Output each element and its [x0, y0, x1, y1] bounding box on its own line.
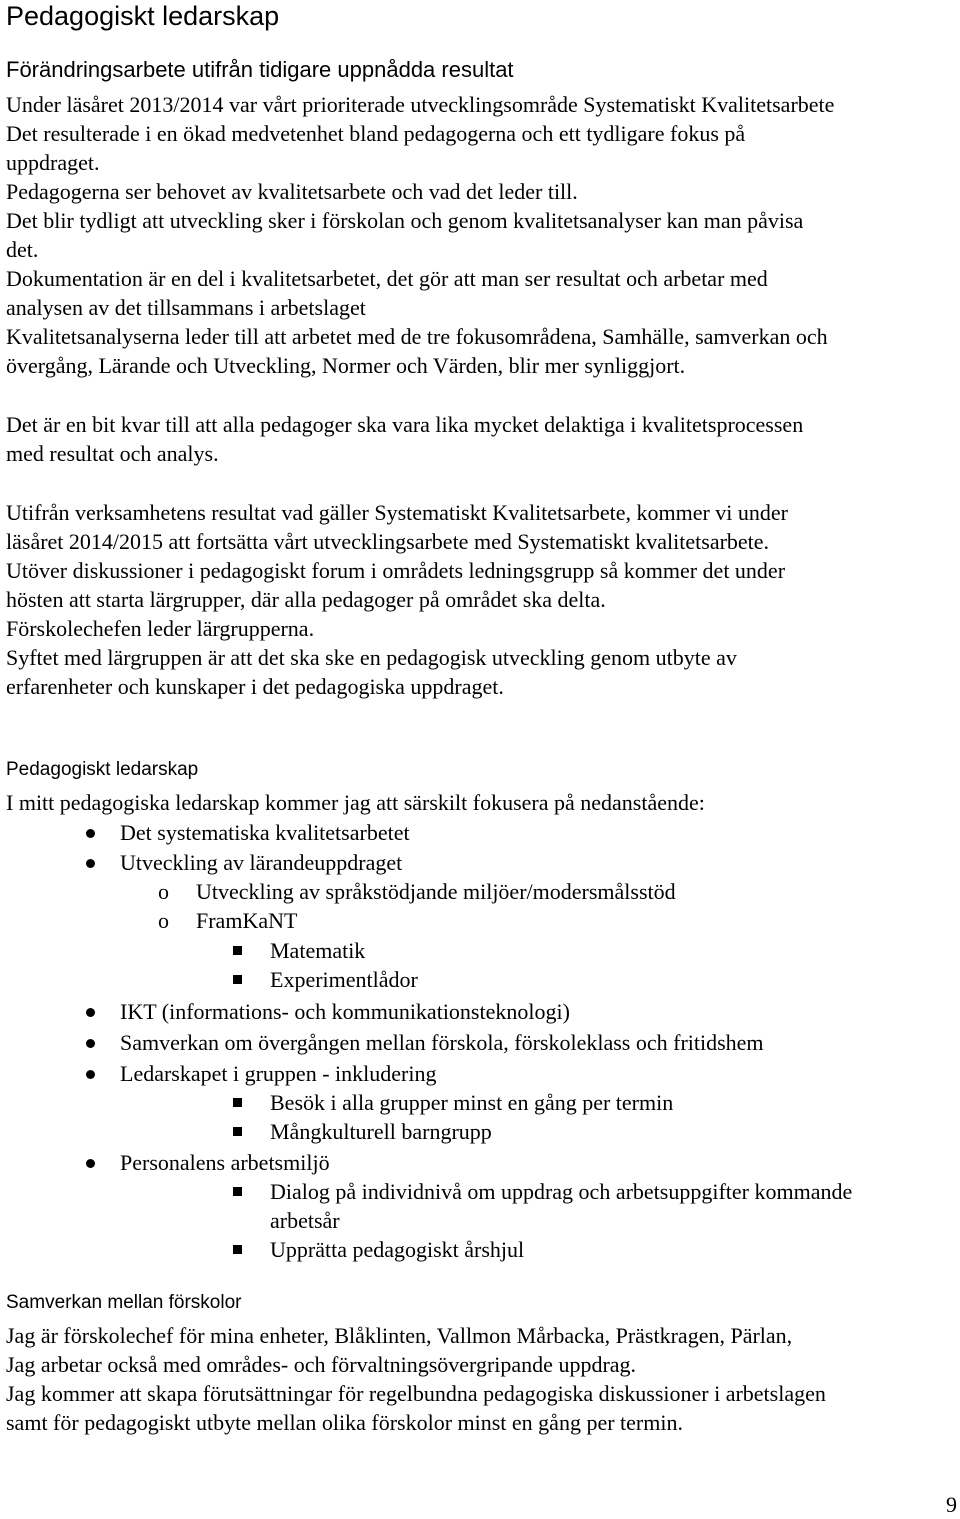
- list-item-continuation: arbetsår: [270, 1208, 340, 1233]
- list-item: Samverkan om övergången mellan förskola, förskoleklass och fritidshem: [120, 1030, 764, 1055]
- bullet-disc-icon: [86, 1070, 95, 1079]
- paragraph-line: erfarenheter och kunskaper i det pedagogiska uppdraget.: [6, 674, 504, 699]
- bullet-square-icon: [233, 1245, 242, 1254]
- paragraph-line: Utifrån verksamhetens resultat vad gäller Systematiskt Kvalitetsarbete, kommer vi under: [6, 500, 788, 525]
- list-item: Personalens arbetsmiljö: [120, 1150, 330, 1175]
- list-item: Det systematiska kvalitetsarbetet: [120, 820, 410, 845]
- section-heading-samverkan: Samverkan mellan förskolor: [6, 1292, 242, 1313]
- paragraph-line: övergång, Lärande och Utveckling, Normer och Värden, blir mer synliggjort.: [6, 353, 686, 378]
- bullet-disc-icon: [86, 1159, 95, 1168]
- bullet-circle-marker: o: [158, 879, 169, 904]
- list-item: Utveckling av lärandeuppdraget: [120, 850, 403, 875]
- paragraph-line: Jag är förskolechef för mina enheter, Blåklinten, Vallmon Mårbacka, Prästkragen, Pärlan,: [6, 1323, 793, 1348]
- bullet-square-icon: [233, 946, 242, 955]
- paragraph-line: Det resulterade i en ökad medvetenhet bland pedagogerna och ett tydligare fokus på: [6, 121, 746, 146]
- page-number: 9: [946, 1492, 957, 1517]
- paragraph-line: med resultat och analys.: [6, 441, 219, 466]
- bullet-square-icon: [233, 1098, 242, 1107]
- bullet-square-icon: [233, 1187, 242, 1196]
- paragraph-line: Utöver diskussioner i pedagogiskt forum i områdets ledningsgrupp så kommer det under: [6, 558, 786, 583]
- paragraph-line: Det är en bit kvar till att alla pedagoger ska vara lika mycket delaktiga i kvalitetsprocessen: [6, 412, 804, 437]
- list-item: Ledarskapet i gruppen - inkludering: [120, 1061, 437, 1086]
- list-item: Upprätta pedagogiskt årshjul: [270, 1237, 525, 1262]
- paragraph-line: Jag arbetar också med områdes- och förvaltningsövergripande uppdrag.: [6, 1352, 637, 1377]
- paragraph-line: Jag kommer att skapa förutsättningar för regelbundna pedagogiska diskussioner i arbetslagen: [6, 1381, 826, 1406]
- list-item: Experimentlådor: [270, 967, 418, 992]
- paragraph-line: Under läsåret 2013/2014 var vårt prioriterade utvecklingsområde Systematiskt Kvalitetsarbete: [6, 92, 835, 117]
- paragraph-line: läsåret 2014/2015 att fortsätta vårt utvecklingsarbete med Systematiskt kvalitetsarbete.: [6, 529, 770, 554]
- list-item: Utveckling av språkstödjande miljöer/modersmålsstöd: [196, 879, 676, 904]
- page-title: Pedagogiskt ledarskap: [6, 1, 280, 31]
- paragraph-line: analysen av det tillsammans i arbetslaget: [6, 295, 366, 320]
- list-item: Mångkulturell barngrupp: [270, 1119, 492, 1144]
- bullet-disc-icon: [86, 1039, 95, 1048]
- bullet-square-icon: [233, 1127, 242, 1136]
- paragraph-line: Syftet med lärgruppen är att det ska ske en pedagogisk utveckling genom utbyte av: [6, 645, 737, 670]
- list-item: Dialog på individnivå om uppdrag och arbetsuppgifter kommande: [270, 1179, 853, 1204]
- list-item: Besök i alla grupper minst en gång per termin: [270, 1090, 674, 1115]
- paragraph-line: uppdraget.: [6, 150, 100, 175]
- paragraph-line: Pedagogerna ser behovet av kvalitetsarbete och vad det leder till.: [6, 179, 578, 204]
- paragraph-line: Dokumentation är en del i kvalitetsarbetet, det gör att man ser resultat och arbetar med: [6, 266, 768, 291]
- paragraph-line: det.: [6, 237, 39, 262]
- list-intro: I mitt pedagogiska ledarskap kommer jag att särskilt fokusera på nedanstående:: [6, 790, 705, 815]
- list-item: IKT (informations- och kommunikationsteknologi): [120, 999, 570, 1024]
- paragraph-line: Kvalitetsanalyserna leder till att arbetet med de tre fokusområdena, Samhälle, samverkan och: [6, 324, 828, 349]
- bullet-circle-marker: o: [158, 908, 169, 933]
- paragraph-line: samt för pedagogiskt utbyte mellan olika förskolor minst en gång per termin.: [6, 1410, 683, 1435]
- section-heading-forandringsarbete: Förändringsarbete utifrån tidigare uppnådda resultat: [6, 57, 514, 82]
- section-heading-pedagogiskt-ledarskap: Pedagogiskt ledarskap: [6, 759, 199, 780]
- paragraph-line: Förskolechefen leder lärgrupperna.: [6, 616, 315, 641]
- list-item: Matematik: [270, 938, 366, 963]
- bullet-disc-icon: [86, 859, 95, 868]
- paragraph-line: Det blir tydligt att utveckling sker i förskolan och genom kvalitetsanalyser kan man påvisa: [6, 208, 804, 233]
- bullet-disc-icon: [86, 829, 95, 838]
- bullet-square-icon: [233, 975, 242, 984]
- paragraph-line: hösten att starta lärgrupper, där alla pedagoger på området ska delta.: [6, 587, 606, 612]
- bullet-disc-icon: [86, 1008, 95, 1017]
- list-item: FramKaNT: [196, 908, 298, 933]
